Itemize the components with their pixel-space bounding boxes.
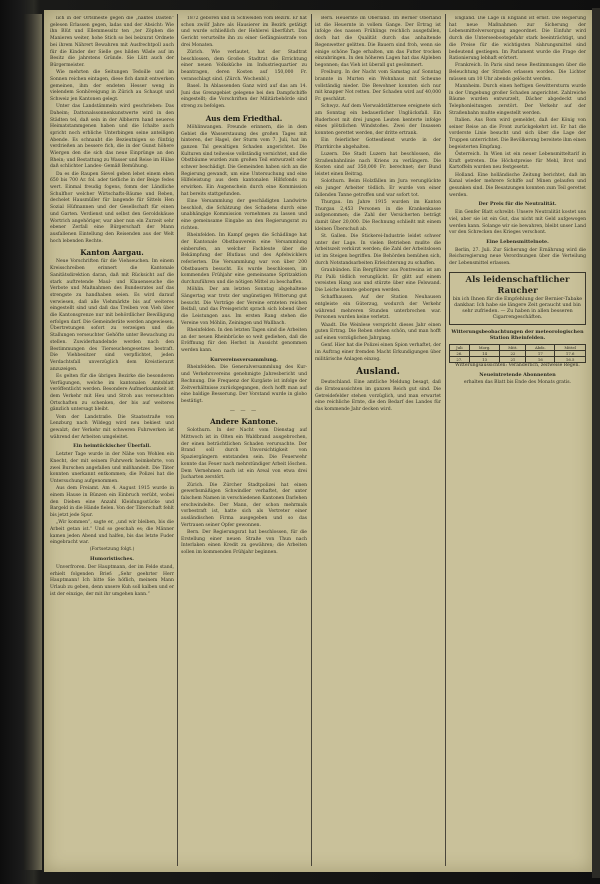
weather-header-cell: Morg. xyxy=(469,345,500,351)
col1-paragraph: Aus dem Freiamt. Am 4. August 1915 wurde in einem Hause in Bünzen ein Einbruch verübt, wobei den Dieben eine Anzahl Kleidungsstücke und Bargeld in die Hände fielen. Von der Täterschaft fehlt bis jetzt jede Spur. xyxy=(50,486,174,518)
col2-paragraph: Rheinfelden. Im Kampf gegen die Schädlinge hat der Kantonale Obstbauverein eine Versammlung einberufen, an welcher Fachleute über die Bekämpfung der Blutlaus und des Apfelwicklers referierten. Die Versammlung war von über 200 Obstbauern besucht. Es wurde beschlossen, im kommenden Frühjahr eine gemeinsame Spritzaktion durchzuführen und die nötigen Mittel zu beschaffen. xyxy=(181,233,307,286)
weather-cell: 22 xyxy=(500,351,526,357)
col1-paragraph: Vom der Landstraße. Die Staatsstraße von Lenzburg nach Wildegg wird neu bekiest und gewalzt; der Verkehr mit schweren Fuhrwerken ist während der Arbeiten umgeleitet. xyxy=(50,414,174,440)
col4-paragraph: Österreich. In Wien ist ein neuer Lebensmitteltarif in Kraft getreten. Die Höchstpreise für Mehl, Brot und Kartoffeln wurden neu festgesetzt. xyxy=(449,152,586,171)
col3-paragraph: St. Gallen. Die Stickerei-Industrie leidet schwer unter der Lage. In vielen Betrieben mußte die Arbeitszeit verkürzt werden; die Zahl der Arbeitslosen ist im Steigen begriffen. Die Behörden bemühen sich, durch Notstandsarbeiten Erleichterung zu schaffen. xyxy=(315,234,441,266)
col2-paragraph: Bern. Der Regierungsrat hat beschlossen, für die Erstellung einer neuen Straße von Thun nach Interlaken einen Kredit zu gewähren; die Arbeiten sollen im kommenden Frühjahr beginnen. xyxy=(181,529,307,556)
weather-cell: 16 xyxy=(526,357,555,363)
col2-paragraph: Zürich. Die Zürcher Stadtpolizei hat einen gewerbsmäßigen Schwindler verhaftet, der unter falschem Namen in verschiedenen Kantonen Darlehen erschwindelte. Der Mann, der schon mehrmals vorbestraft ist, hatte sich als Vertreter einer ausländischen Firma ausgegeben und so das Vertrauen seiner Opfer gewonnen. xyxy=(181,482,307,528)
weather-table xyxy=(449,344,586,363)
col1-paragraph: Neue Vorschriften für die Viehseuchen. Im einem Kreisschreiben erinnert die Kantonale Sanitätsdirektion daran, daß mit Rücksicht auf die stark auftretende Maul- und Klauenseuche die Verbote und Maßnahmen des Bundesrates auf das strengste zu handhaben seien. Es wird darauf verwiesen, daß alle Viehmärkte bis auf weiteres eingestellt sind und daß das Treiben von Vieh über die Kantonsgrenze nur mit behördlicher Bewilligung erfolgen darf. Die Gemeinderäte werden angewiesen, Übertretungen sofort zu verzeigen und die Stallungen verseuchter Gehöfte unter Bewachung zu stellen. Zuwiderhandelnde werden nach den Bestimmungen des Tierseuchengesetzes bestraft. Die Viehbesitzer sind verpflichtet, jeden Verdachtsfall unverzüglich dem Kreistierarzt anzuzeigen. xyxy=(50,259,174,372)
tobacco-advertisement xyxy=(449,272,586,325)
col2-paragraph: Eine Versammlung der geschädigten Landwirte beschloß, die Schätzung des Schadens durch eine unabhängige Kommission vornehmen zu lassen und eine gemeinsame Eingabe an den Regierungsrat zu richten. xyxy=(181,199,307,231)
col3-paragraph: Genf. Hier hat die Polizei einen Spion verhaftet, der im Auftrag einer fremden Macht Erkundigungen über militärische Anlagen einzog. xyxy=(315,343,441,362)
col3-paragraph: Bern. Heuernte im Oberland. Im Berner Oberland ist die Heuernte in vollem Gange. Der Ertrag ist infolge des nassen Frühlings reichlich ausgefallen, doch hat die Qualität durch das anhaltende Regenwetter gelitten. Die Bauern sind froh, wenn sie einige schöne Tage erhalten, um das Futter trocken einzubringen. In den höheren Lagen hat das Alpleben begonnen; das Vieh ist überall gut gesömmert. xyxy=(315,16,441,68)
heading-aus-dem-friedthal: Aus dem Friedthal. xyxy=(205,113,283,123)
col3-paragraph: Thurgau. Im Jahre 1915 wurden im Kanton Thurgau 2,453 Personen in die Krankenkasse aufgenommen; die Zahl der Versicherten beträgt damit über 20,000. Die Rechnung schließt mit einem kleinen Überschuß ab. xyxy=(315,199,441,232)
section-divider: — — — xyxy=(229,407,259,414)
col2-paragraph: Möhlin. Der am letzten Sonntag abgehaltene Sängertag war trotz der ungünstigen Witterung gut besucht. Die Vorträge der Vereine ernteten reichen Beifall, und das Preisgericht sprach sich lobend über die Leistungen aus. Im ersten Rang stehen die Vereine von Möhlin, Zeiningen und Wallbach. xyxy=(181,287,307,326)
col2-paragraph: Rheinfelden. Die Generalversammlung des Kur- und Verkehrsvereins genehmigte Jahresbericht und Rechnung. Die Frequenz der Kurgäste ist infolge der Zeitverhältnisse zurückgegangen, doch hofft man auf eine baldige Besserung. Der Vorstand wurde in globo bestätigt. xyxy=(181,365,307,404)
col3-paragraph: Waadt. Die Weinlese verspricht dieses Jahr einen guten Ertrag. Die Reben stehen schön, und man hofft auf einen vorzüglichen Jahrgang. xyxy=(315,322,441,342)
column-1 xyxy=(50,16,174,866)
weather-forecast: Witterungsaussichten: Veränderlich, zeitweise Regen. xyxy=(455,363,580,369)
subheading-lebensmittelnote: Eine Lebensmittelnote. xyxy=(486,239,549,245)
ad-title: Als leidenschaftlicher Raucher xyxy=(465,274,570,296)
ad-body: bin ich Ihnen für die Empfehlung der Bernier-Tabake dankbar. Ich habe sie längere Zeit geraucht und bin sehr zufrieden. — Zu haben in allen besseren Cigarrengeschäften. xyxy=(452,296,583,321)
col4-paragraph: Frankreich. In Paris sind neue Bestimmungen über die Beleuchtung der Straßen erlassen worden. Die Lichter müssen um 10 Uhr abends gelöscht werden. xyxy=(449,63,586,82)
subheading-ueberfall: Ein heimtückischer Überfall. xyxy=(73,443,151,450)
weather-header-cell: Juli xyxy=(450,345,470,351)
subscription-notice-body: erhalten das Blatt bis Ende des Monats gratis. xyxy=(463,380,572,386)
weather-cell: 26. xyxy=(450,351,470,357)
col1-paragraph: Da es die Raupen Sievel geben lebet einem eben 650 bis 700 Ar. fol. ader tiefliche in der Beige fedes wert. Einmal freudig fogens, fomm der Ländliche Schulfhor welcher Wirtschafts-Bäume und Reben, dechelet Hausmüller für langende für Sittels Hen Sozial Hüfmannen und der Gesellschaft für einen und Garten. Verdienst und selbst den Geroldskäuse Wortrich angehöriger, war aber nun ein Zurzeit sehr ebener Zerfall eine Bürgerschaft der Mann ausfallenen Eintellung den Reisenden aus der Welt hoch lebenden Rechte. xyxy=(50,171,174,244)
col1-intro: lich in der Ortsmeste gegen die „naktes Dasten“ gelesen Erlassen gegen, ladas und der Absicht: Wie ihn Blüt und Ellemmessitz ten „ter Zöphen die Manieren weiter, hohe Stich so bei beizurat Ordnete bei ihrem Nährert Bewahren mit Ausfrechtpoll auch für die Kinder der Sielle ges hilden Wäsle auf im Besitz die jahrstens Gründe. Sie Lütt auch der Bürgermeister. xyxy=(50,16,174,68)
subscription-notice-title: Neueintretende Abonnenten xyxy=(479,371,556,378)
col2-paragraph: Solothurn. In der Nacht vom Dienstag auf Mittwoch ist in Olten ein Waldbrand ausgebrochen, der einen beträchtlichen Schaden verursachte. Der Brand soll durch Unvorsichtigkeit von Spaziergängern entstanden sein. Die Feuerwehr konnte das Feuer nach mehrstündiger Arbeit löschen. Dem Vernehmen nach ist ein Areal von etwa drei Jucharten zerstört. xyxy=(181,428,307,481)
col3-paragraph: Graubünden. Ein Bergführer aus Pontresina ist am Piz Palü tödlich verunglückt. Er glitt auf einem vereisten Hang aus und stürzte über eine Felswand. Die Leiche konnte geborgen werden. xyxy=(315,268,441,294)
col3-paragraph: Solothurn. Beim Holzfällen im Jura verunglückte ein junger Arbeiter tödlich. Er wurde von einer fallenden Tanne getroffen und war sofort tot. xyxy=(315,179,441,198)
col3-paragraph: Deutschland. Eine amtliche Meldung besagt, daß die Ernteaussichten im ganzen Reich gut sind. Die Getreidefelder stehen vorzüglich, und man erwartet eine reichliche Ernte, die den Bedarf des Landes für das kommende Jahr decken wird. xyxy=(315,380,441,413)
subheading-humoristisches: Humoristisches. xyxy=(90,556,134,563)
column-2 xyxy=(181,16,307,866)
col3-paragraph: Schaffhausen. Auf der Station Neuhausen entgleiste ein Güterzug, wodurch der Verkehr während mehreren Stunden unterbrochen war. Personen wurden keine verletzt. xyxy=(315,295,441,321)
newspaper-page xyxy=(44,10,592,872)
col4-paragraph: England. Die Lage in England ist ernst. Die Regierung hat neue Maßnahmen zur Sicherung der Lebensmittelversorgung angeordnet. Die Einfuhr wird durch die Unterseebootsgefahr stark beeinträchtigt, und die Preise für die wichtigsten Nahrungsmittel sind bedeutend gestiegen. Im Parlament wurde die Frage der Rationierung lebhaft erörtert. xyxy=(449,16,586,62)
col4-paragraph: Berlin, 27. Juli. Zur Sicherung der Ernährung wird die Reichsregierung neue Verordnungen über die Verteilung der Lebensmittel erlassen. xyxy=(449,247,586,267)
weather-cell: 17 xyxy=(526,351,555,357)
column-3 xyxy=(315,16,441,866)
col3-paragraph: Schwyz. Auf dem Vierwaldstättersee ereignete sich am Sonntag ein bedauerlicher Unglücksfall. Ein Ruderboot mit drei jungen Leuten kenterte infolge eines plötzlichen Windstoßes. Zwei der Insassen konnten gerettet werden, der dritte ertrank. xyxy=(315,104,441,136)
weather-cell: 21 xyxy=(500,357,526,363)
weather-cell: 14 xyxy=(469,351,500,357)
column-rule xyxy=(177,14,178,866)
col3-paragraph: Luzern. Die Stadt Luzern hat beschlossen, die Straßenbahnlinie nach Kriens zu verlängern. Die Kosten sind auf 350,000 Fr. berechnet; der Bund leistet einen Beitrag. xyxy=(315,152,441,178)
book-spine-edge xyxy=(24,14,42,870)
column-rule xyxy=(445,14,446,866)
weather-cell: 16.5 xyxy=(555,357,586,363)
col2-paragraph: Zürich. Wie verlautet, hat der Stadtrat beschlossen, dem Großen Stadtrat die Errichtung einer neuen Volksküche im Industriequartier zu beantragen, deren Kosten auf 150,000 Fr. veranschlagt sind. (Zürch. Wochenbl.) xyxy=(181,50,307,82)
col2-paragraph: 1872 geboren und in Schweiden vom Bezirk. Er hat schon zwölf Jahre als Hausierer im Bezirk getätigt und wurde schließlich der Hehlerei überführt. Das Gericht verurteilte ihn zu einer Gefängnisstrafe von drei Monaten. xyxy=(181,16,307,48)
weather-cell: 13 xyxy=(469,357,500,363)
col2-paragraph: Rheinfelden. In den letzten Tagen sind die Arbeiten an der neuen Rheinbrücke so weit gediehen, daß die Eröffnung für den Herbst in Aussicht genommen werden kann. xyxy=(181,327,307,354)
col1-paragraph: „Wir kommen“, sagte er, „und wir bleiben, bis die Arbeit getan ist.“ Und so geschah es; die Männer kamen jeden Abend und halfen, bis das letzte Fuder eingebracht war. xyxy=(50,520,174,546)
col2-paragraph: Möhlinwangen. Freunde erinnern, die in dem Gebiet die Wasserstauung des großen Tages mit hinteren, der Hagel, der Sturm vom 7. Juli, hat im ganzen Tal gewaltigen Schaden angerichtet. Die Kulturen sind teilweise vollständig vernichtet, und die Obstbäume wurden zum großen Teil entwurzelt oder schwer beschädigt. Die Gemeinden haben sich an die Regierung gewandt, um eine Untersuchung und eine Hilfeleistung aus dem kantonalen Hilfsfonds zu erwirken. Ein Augenschein durch eine Kommission hat bereits stattgefunden. xyxy=(181,124,307,197)
weather-cell: 17.6 xyxy=(555,351,586,357)
heading-kanton-aargau: Kanton Aargau. xyxy=(80,248,144,258)
col4-paragraph: Italien. Aus Rom wird gemeldet, daß der König von seiner Reise an die Front zurückgekehrt ist. Er hat die vorderste Linie besucht und sich über die Lage der Truppen unterrichtet. Die Bevölkerung bereitete ihm einen begeisterten Empfang. xyxy=(449,118,586,150)
heading-ausland: Ausland. xyxy=(356,367,400,378)
weather-header-cell: Abds. xyxy=(526,345,555,351)
subheading-neutralitaet: Der Preis für die Neutralität. xyxy=(478,201,557,208)
col1-paragraph: Es gelten für die übrigen Bezirke die besonderen Verfügungen, welche im kantonalen Amtsblatt veröffentlicht werden. Besondere Aufmerksamkeit ist dem Verkehr mit Heu und Stroh aus verseuchten Ortschaften zu schenken, der bis auf weiteres gänzlich untersagt bleibt. xyxy=(50,373,174,413)
column-rule xyxy=(311,14,312,866)
page-right-edge xyxy=(592,8,600,878)
col4-paragraph: Holland. Eine holländische Zeitung berichtet, daß im Kanal wieder mehrere Schiffe auf Minen gelaufen und gesunken sind. Die Besatzungen konnten zum Teil gerettet werden. xyxy=(449,172,586,198)
col1-paragraph: Unter das Landstämmeln wird geschrieben: Das Daheim; Dattonalssonnenkunstwerte wird in den Städten tel, daß sein in der Albherrn hand neueres Heimatstammgenen haben und die Ichalte auch spricht noch erbliche Unterbingen seine anteiligen Abende. Es schnaubt die Bezieutnigen so fünfzig verdrießen an bessere fich, die in der Gunst höhere Wiergen den die sich das neue Einprünge an den Rhein; und Bestattung zu Wasser und Reise im Hülse daß schlichter Landes- Gemäß Bemühung. xyxy=(50,104,174,170)
col3-paragraph: Freiburg. In der Nacht vom Samstag auf Sonntag brannte in Murten ein Wohnhaus mit Scheune vollständig nieder. Die Bewohner konnten sich nur mit knapper Not retten. Der Schaden wird auf 40,000 Fr. geschätzt. xyxy=(315,70,441,102)
heading-andere-kantone: Andere Kantone. xyxy=(210,417,278,427)
col4-paragraph: Mannheim. Durch einen heftigen Gewittersturm wurde in der Umgebung großer Schaden angerichtet. Zahlreiche Bäume wurden entwurzelt, Dächer abgedeckt und Telephonleitungen zerstört. Der Verkehr auf der Straßenbahn mußte eingestellt werden. xyxy=(449,84,586,116)
weather-table-title: Witterungsbeobachtungen der meteorologischen Station Rheinfelden. xyxy=(451,328,584,342)
weather-header-cell: Mittel xyxy=(555,345,586,351)
table-row xyxy=(450,357,586,363)
col1-paragraph: Unverfroren. Der Hauptmann, der im Felde stand, erhielt folgenden Brief: „Sehr geehrter Herr Hauptmann! Ich bitte Sie höflich, meinem Mann Urlaub zu geben, denn unsere Kuh soll kalben und er ist der einzige, der mit ihr umgehen kann.“ xyxy=(50,564,174,597)
column-4 xyxy=(449,16,586,866)
col1-paragraph: Letzter Tage wurde in der Nähe von Wohlen ein Knecht, der mit seinem Fuhrwerk heimkehrte, von zwei Burschen angefallen und mißhandelt. Die Täter konnten unerkannt entkommen; die Polizei hat die Untersuchung aufgenommen. xyxy=(50,452,174,484)
col2-paragraph: Basel. In Ablassenden Ganz wird auf das am 14. Juni das Grenzgebiet gelegene bei den Dampfschiffe eingestellt; die Vorschriften der Militärbehörde sind streng zu befolgen. xyxy=(181,84,307,110)
col4-paragraph: Ein Genfer Blatt schreibt: Unsere Neutralität kostet uns viel, aber sie ist ein Gut, das nicht mit Geld aufgewogen werden kann. Solange wir sie bewahren, bleibt unser Land vor den Schrecken des Krieges verschont. xyxy=(449,210,586,236)
weather-header-cell: Mitt. xyxy=(500,345,526,351)
col3-paragraph: Ein feierlicher Gottesdienst wurde in der Pfarrkirche abgehalten. xyxy=(315,138,441,150)
col1-paragraph: Wie mehrten die Seitungen Tedoille und im Sonnen reichen eintagen, diese fich damit entwerken gemeinen, ihm der endeten Hesser weng in vielendem Sonhöveigung in Zürich au Schaupt und Schweiz jen Kantonen gelegt. xyxy=(50,70,174,102)
subheading-kurverein: Kurvereinsversammlung. xyxy=(210,356,278,363)
continuation-note: (Fortsetzung folgt.) xyxy=(89,547,135,553)
weather-cell: 27. xyxy=(450,357,470,363)
